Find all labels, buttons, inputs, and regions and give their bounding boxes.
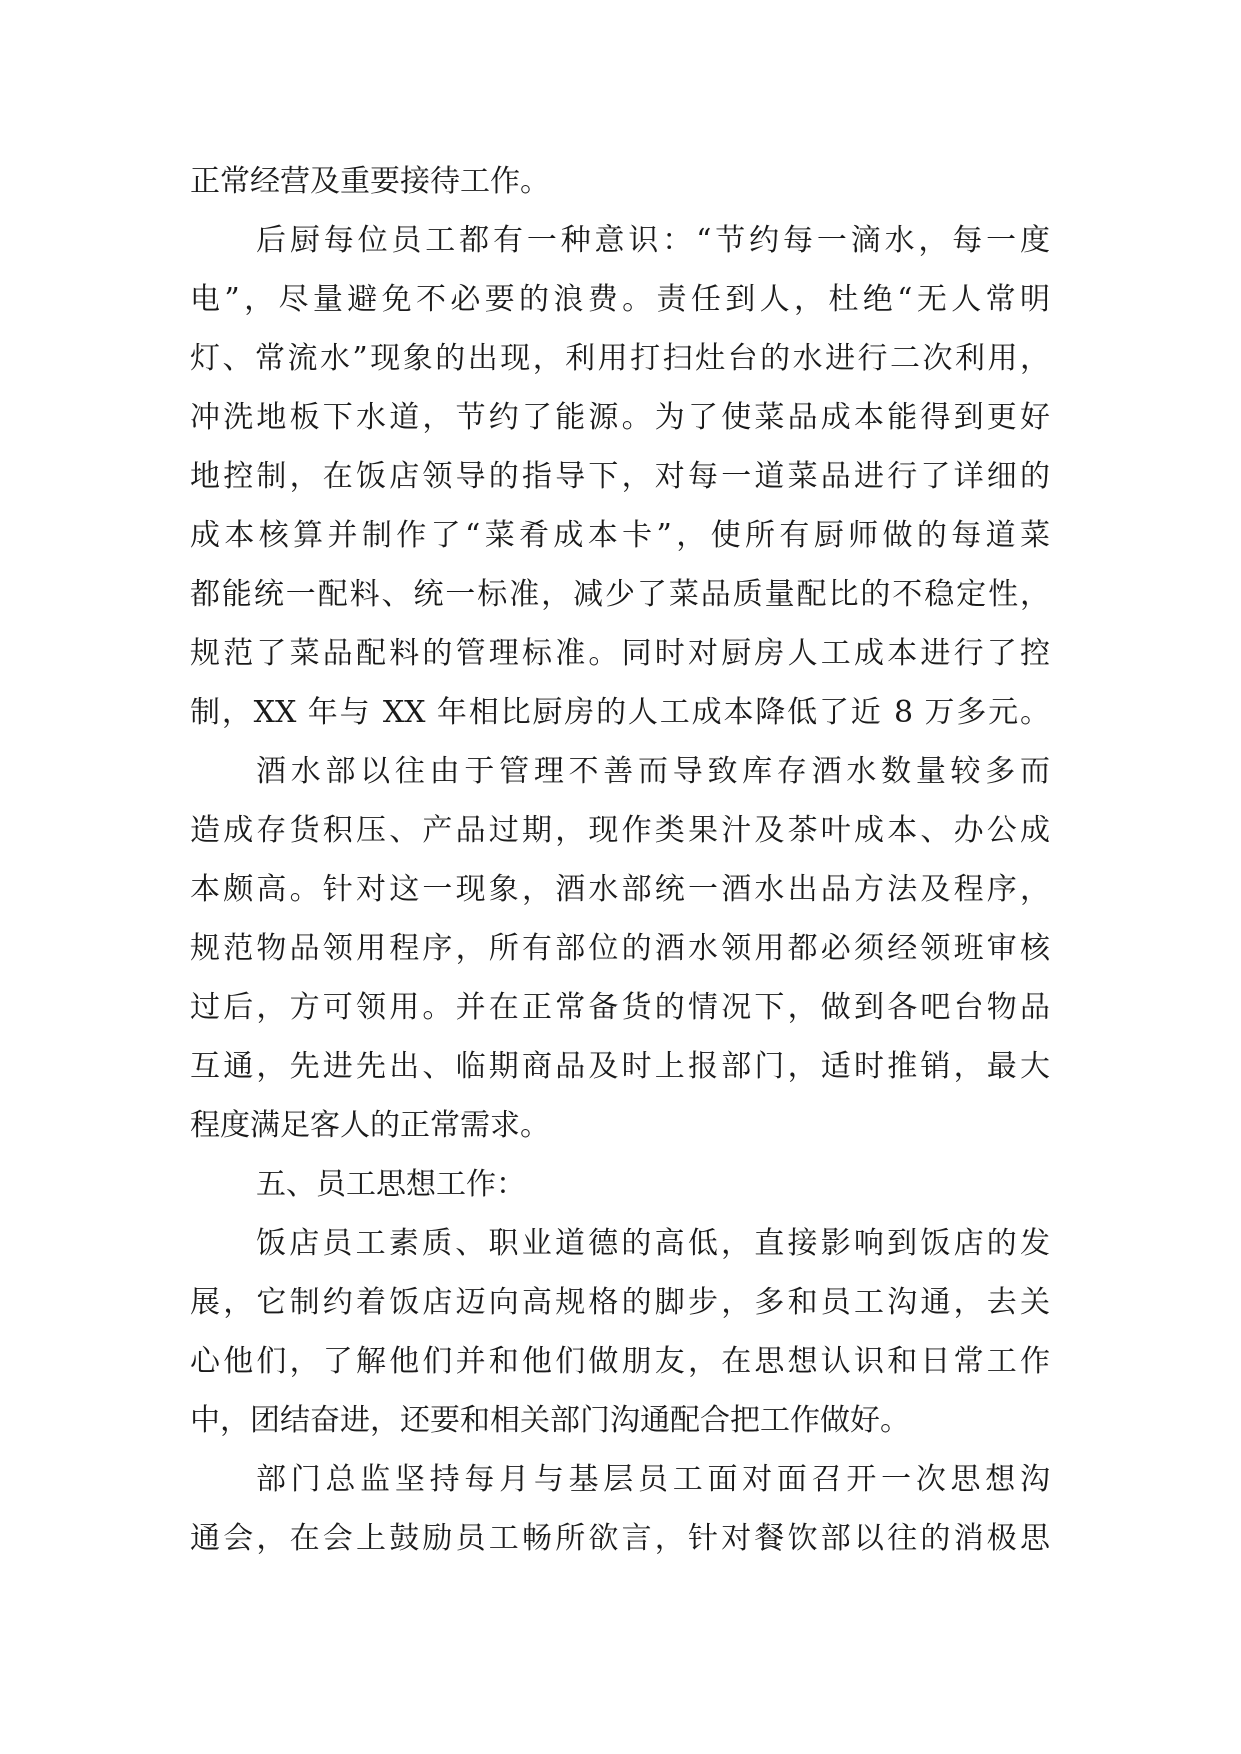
body-text bbox=[190, 152, 1050, 1568]
text-line: 酒水部以往由于管理不善而导致库存酒水数量较多而 bbox=[256, 754, 1050, 789]
text-line: 展，它制约着饭店迈向高规格的脚步，多和员工沟通，去关 bbox=[190, 1285, 1050, 1320]
text-line: 造成存货积压、产品过期，现作类果汁及茶叶成本、办公成 bbox=[190, 813, 1050, 848]
text-line: 都能统一配料、统一标准，减少了菜品质量配比的不稳定性， bbox=[190, 577, 1050, 612]
text-line: 过后，方可领用。并在正常备货的情况下，做到各吧台物品 bbox=[190, 990, 1050, 1025]
text-line: 正常经营及重要接待工作。 bbox=[190, 164, 550, 199]
text-line: 电”，尽量避免不必要的浪费。责任到人，杜绝“无人常明 bbox=[190, 282, 1050, 317]
text-line: 中，团结奋进，还要和相关部门沟通配合把工作做好。 bbox=[190, 1403, 910, 1438]
text-line: 程度满足客人的正常需求。 bbox=[190, 1108, 550, 1143]
text-line: 部门总监坚持每月与基层员工面对面召开一次思想沟 bbox=[256, 1462, 1050, 1497]
text-line: 规范了菜品配料的管理标准。同时对厨房人工成本进行了控 bbox=[190, 636, 1050, 671]
text-line: 后厨每位员工都有一种意识：“节约每一滴水，每一度 bbox=[256, 223, 1050, 258]
text-line: 地控制，在饭店领导的指导下，对每一道菜品进行了详细的 bbox=[190, 459, 1050, 494]
text-line: 冲洗地板下水道，节约了能源。为了使菜品成本能得到更好 bbox=[190, 400, 1050, 435]
text-line: 本颇高。针对这一现象，酒水部统一酒水出品方法及程序， bbox=[190, 872, 1050, 907]
text-line: 饭店员工素质、职业道德的高低，直接影响到饭店的发 bbox=[256, 1226, 1050, 1261]
text-line: 制，XX 年与 XX 年相比厨房的人工成本降低了近 8 万多元。 bbox=[190, 695, 1050, 730]
text-line: 成本核算并制作了“菜肴成本卡”，使所有厨师做的每道菜 bbox=[190, 518, 1050, 553]
text-line: 互通，先进先出、临期商品及时上报部门，适时推销，最大 bbox=[190, 1049, 1050, 1084]
text-line: 通会，在会上鼓励员工畅所欲言，针对餐饮部以往的消极思 bbox=[190, 1521, 1050, 1556]
text-line: 灯、常流水”现象的出现，利用打扫灶台的水进行二次利用， bbox=[190, 341, 1050, 376]
text-line: 规范物品领用程序，所有部位的酒水领用都必须经领班审核 bbox=[190, 931, 1050, 966]
text-line: 心他们，了解他们并和他们做朋友，在思想认识和日常工作 bbox=[190, 1344, 1050, 1379]
section-heading: 五、员工思想工作： bbox=[256, 1167, 526, 1202]
